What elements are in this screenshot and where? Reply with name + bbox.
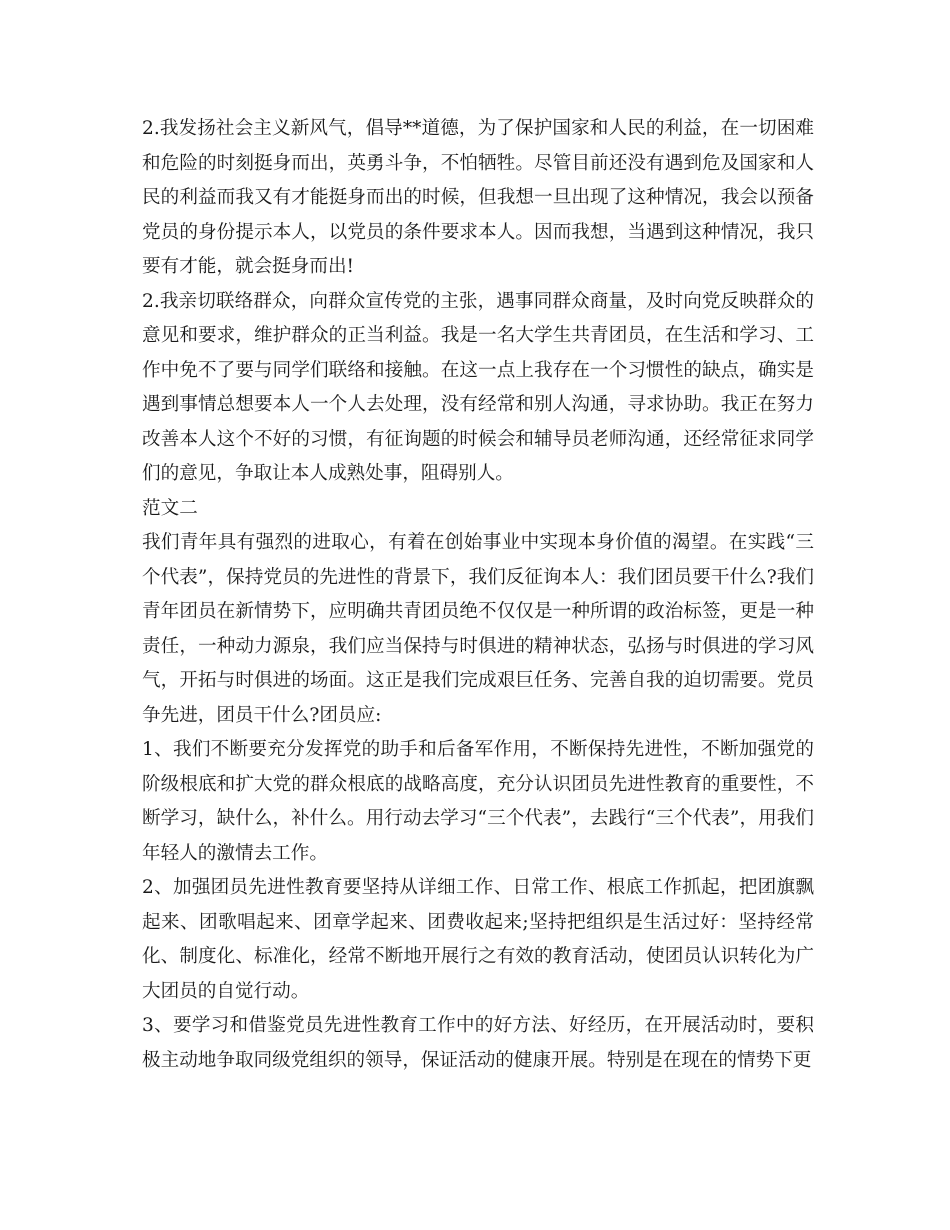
- list-item-3: 3、要学习和借鉴党员先进性教育工作中的好方法、好经历，在开展活动时，要积极主动地争取同级党组织的领导，保证活动的健康开展。特别是在现在的情势下更: [142, 1015, 814, 1071]
- paragraph-2: 2.我亲切联络群众，向群众宣传党的主张，遇事同群众商量，及时向党反映群众的意见和要求，维护群众的正当利益。我是一名大学生共青团员，在生活和学习、工作中免不了要与同学们联络和接触。在这一点上我存在一个习惯性的缺点，确实是遇到事情总想要本人一个人去处理，没有经常和别人沟通，寻求协助。我正在努力改善本人这个不好的习惯，有征询题的时候会和辅导员老师沟通，还经常征求同学们的意见，争取让本人成熟处事，阻碍别人。: [142, 290, 814, 484]
- list-item-2: 2、加强团员先进性教育要坚持从详细工作、日常工作、根底工作抓起，把团旗飘起来、团歌唱起来、团章学起来、团费收起来;坚持把组织是生活过好：坚持经常化、制度化、标准化，经常不断地开展行之有效的教育活动，使团员认识转化为广大团员的自觉行动。: [142, 877, 814, 1002]
- paragraph-1: 2.我发扬社会主义新风气，倡导**道德，为了保护国家和人民的利益，在一切困难和危险的时刻挺身而出，英勇斗争，不怕牺牲。尽管目前还没有遇到危及国家和人民的利益而我又有才能挺身而出的时候，但我想一旦出现了这种情况，我会以预备党员的身份提示本人，以党员的条件要求本人。因而我想，当遇到这种情况，我只要有才能，就会挺身而出!: [142, 118, 814, 277]
- document-page: [142, 112, 814, 1078]
- list-item-1: 1、我们不断要充分发挥党的助手和后备军作用，不断保持先进性，不断加强党的阶级根底和扩大党的群众根底的战略高度，充分认识团员先进性教育的重要性，不断学习，缺什么，补什么。用行动去学习“三个代表”，去践行“三个代表”，用我们年轻人的激情去工作。: [142, 739, 814, 864]
- paragraph-3: 我们青年具有强烈的进取心，有着在创始事业中实现本身价值的渴望。在实践“三个代表”，保持党员的先进性的背景下，我们反征询本人：我们团员要干什么?我们青年团员在新情势下，应明确共青团员绝不仅仅是一种所谓的政治标签，更是一种责任，一种动力源泉，我们应当保持与时俱进的精神状态，弘扬与时俱进的学习风气，开拓与时俱进的场面。这正是我们完成艰巨任务、完善自我的迫切需要。党员争先进，团员干什么?团员应:: [142, 532, 814, 726]
- section-heading-fanwen-2: 范文二: [142, 497, 198, 519]
